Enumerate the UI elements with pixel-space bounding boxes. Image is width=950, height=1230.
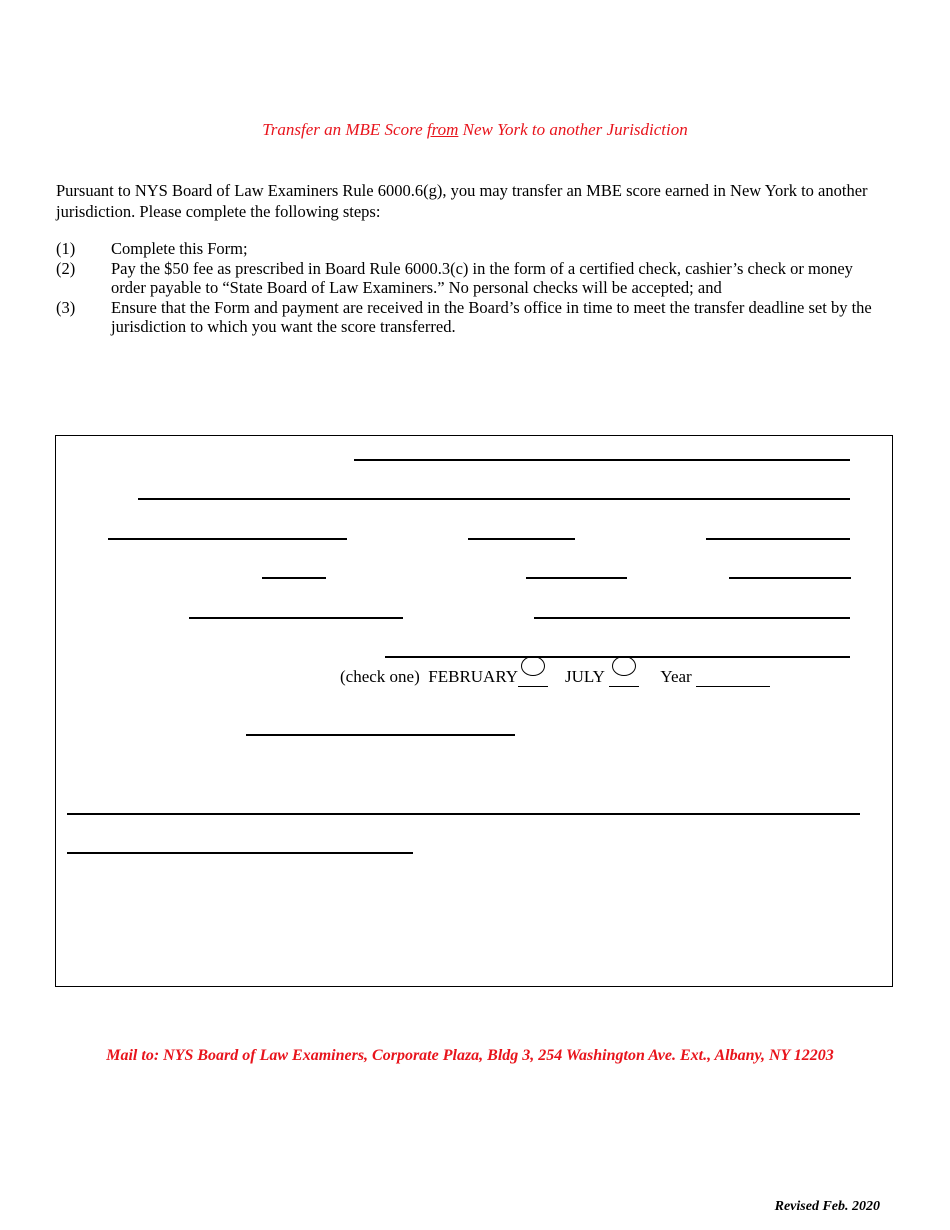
form-title [0,120,950,140]
step-text: Ensure that the Form and payment are received in the Board’s office in time to meet the transfer deadline set by the jurisdiction to which you want the score transferred. [111,297,872,336]
step-number: (2) [56,258,76,278]
step-item [56,259,886,298]
february-radio-slot[interactable] [518,664,548,687]
july-radio[interactable] [612,656,636,676]
address-field-line[interactable] [138,498,850,500]
field-line[interactable] [189,617,403,619]
form-title-underlined: from [426,120,459,139]
name-field-line[interactable] [354,459,850,461]
step-item [56,239,886,259]
step-text: Complete this Form; [111,239,248,258]
field-line[interactable] [526,577,627,579]
revision-date: Revised Feb. 2020 [774,1199,880,1214]
february-label: FEBRUARY [428,667,519,686]
step-text: Pay the $50 fee as prescribed in Board Rule 6000.3(c) in the form of a certified check, cashier’s check or money order payable to “State Board of Law Examiners.” No personal checks will be accepted; and [111,258,853,297]
field-line[interactable] [67,852,413,854]
check-one-label: (check one) [340,667,420,686]
july-radio-slot[interactable] [609,664,639,687]
year-field[interactable] [696,668,770,687]
step-item [56,298,886,337]
form-box [55,435,893,987]
february-radio[interactable] [521,656,545,676]
step-number: (1) [56,239,76,258]
year-label: Year [660,667,692,686]
jurisdiction-field-line[interactable] [67,813,860,815]
field-line[interactable] [262,577,326,579]
city-field-line[interactable] [108,538,347,540]
field-line[interactable] [246,734,515,736]
exam-check-row [340,664,770,687]
july-label: JULY [565,667,605,686]
state-field-line[interactable] [468,538,575,540]
intro-paragraph: Pursuant to NYS Board of Law Examiners Rule 6000.6(g), you may transfer an MBE score earned in New York to another jurisdiction. Please complete the following steps: [56,181,868,221]
field-line[interactable] [534,617,850,619]
form-title-before: Transfer an MBE Score [262,120,427,139]
steps-list [56,239,886,337]
mail-to-address: Mail to: NYS Board of Law Examiners, Corporate Plaza, Bldg 3, 254 Washington Ave. Ext., Albany, NY 12203 [106,1047,834,1064]
field-line[interactable] [729,577,851,579]
step-number: (3) [56,297,76,317]
form-title-after: New York to another Jurisdiction [458,120,688,139]
zip-field-line[interactable] [706,538,850,540]
